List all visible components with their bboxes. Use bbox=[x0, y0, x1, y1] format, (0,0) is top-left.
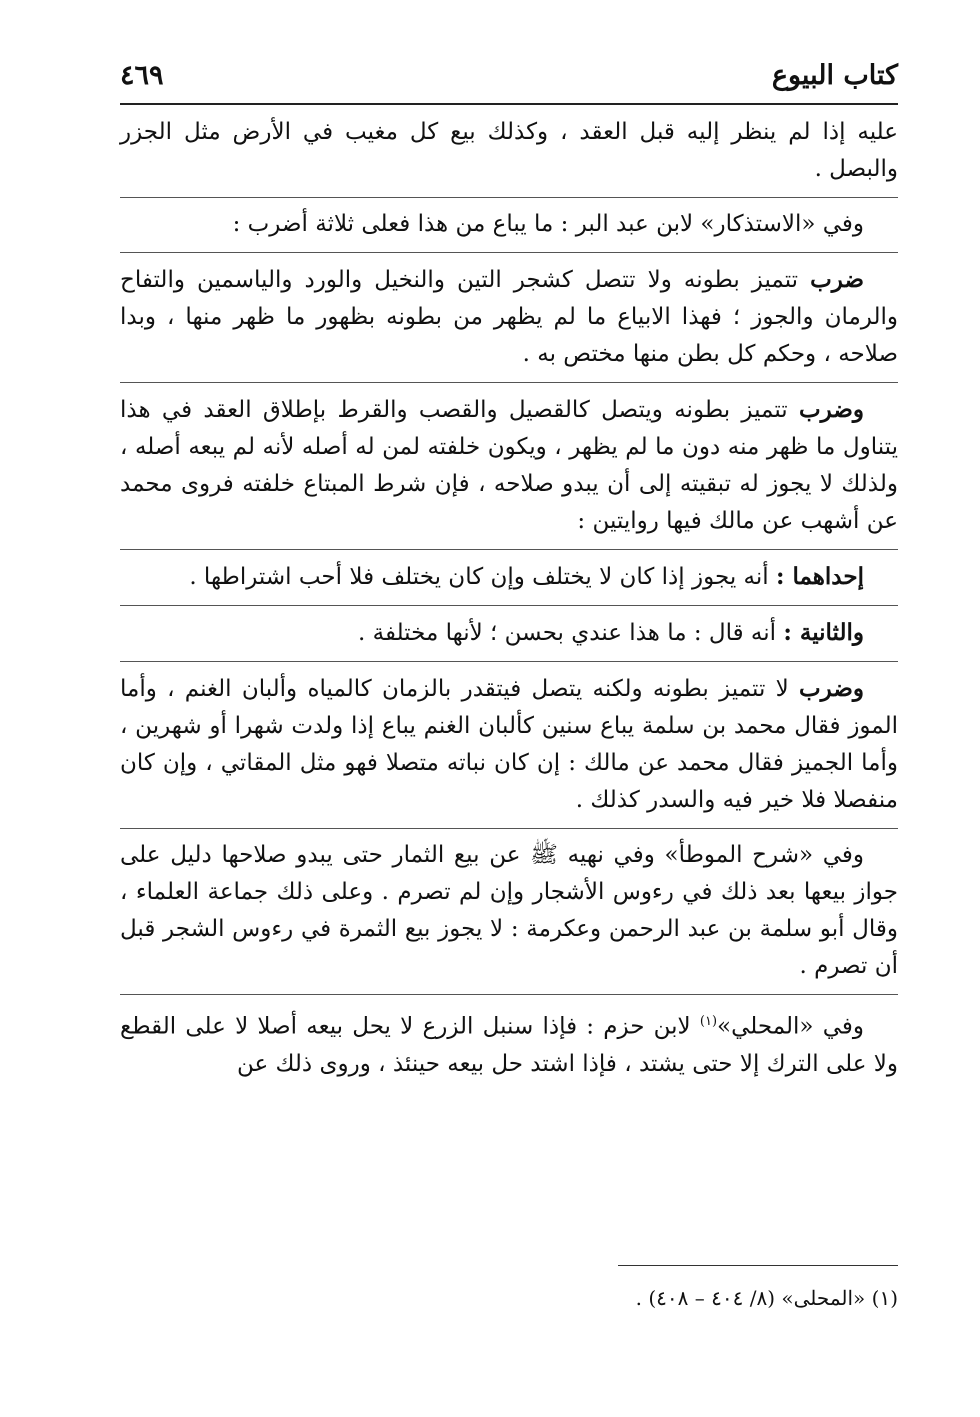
paragraph-lead: ضرب bbox=[810, 266, 864, 293]
header-rule bbox=[120, 103, 898, 105]
paragraph: وضرب لا تتميز بطونه ولكنه يتصل فيتقدر بالزمان كالمياه وألبان الغنم ، وأما الموز فقال محمد بن سلمة يباع سنين كألبان الغنم يباع إذا ولدت شهرا أو شهرين ، وأما الجميز فقال محمد عن مالك : إن كان نباته متصلا فهو مثل المقاتي ، وإن كان منفصلا فلا خير فيه والسدر كذلك . bbox=[120, 661, 898, 819]
page-header bbox=[120, 58, 898, 98]
paragraph-lead: والثانية : bbox=[783, 619, 864, 646]
footnote-rule bbox=[618, 1265, 898, 1266]
chapter-title: كتاب البيوع bbox=[771, 60, 898, 91]
paragraph: عليه إذا لم ينظر إليه قبل العقد ، وكذلك بيع كل مغيب في الأرض مثل الجزر والبصل . bbox=[120, 119, 898, 182]
paragraph: وفي «شرح الموطأ» وفي نهيه ﷺ عن بيع الثمار حتى يبدو صلاحها دليل على جواز بيعها بعد ذلك في رءوس الأشجار وإن لم تصرم . وعلى ذلك جماعة العلماء ، وقال أبو سلمة بن عبد الرحمن وعكرمة : لا يجوز بيع الثمرة في رءوس الشجر قبل أن تصرم . bbox=[120, 828, 898, 985]
page-number: ٤٦٩ bbox=[120, 60, 164, 91]
paragraph: وضرب تتميز بطونه ويتصل كالقصيل والقصب والقرط بإطلاق العقد في هذا يتناول ما ظهر منه دون ما لم يظهر ، ويكون خلفته لمن له أصله لأنه لم يبعه أصله ، ولذلك لا يجوز له تبقيته إلى أن يبدو صلاحه ، فإن شرط المبتاع خلفته فروى محمد عن أشهب عن مالك فيها روايتين : bbox=[120, 382, 898, 540]
footnote: (١) «المحلى» (٨/ ٤٠٤ – ٤٠٨) . bbox=[635, 1286, 898, 1310]
paragraph: وفي «الاستذكار» لابن عبد البر : ما يباع من هذا فعلى ثلاثة أضرب : bbox=[120, 197, 898, 243]
paragraph-lead: وضرب bbox=[799, 396, 864, 423]
paragraph-lead: وضرب bbox=[799, 675, 864, 702]
paragraph: وفي «المحلي»$^{(١)}$ لابن حزم : فإذا سنبل الزرع لا يحل بيعه أصلا لا على القطع ولا على الترك إلا حتى يشتد ، فإذا اشتد حل بيعه حينئذ ، وروى ذلك عن bbox=[120, 994, 898, 1083]
footnote-ref[interactable]: (١) bbox=[699, 1014, 718, 1029]
paragraph: والثانية : أنه قال : ما هذا عندي بحسن ؛ لأنها مختلفة . bbox=[120, 605, 898, 652]
page-body bbox=[120, 114, 898, 1092]
paragraph: ضرب تتميز بطونه ولا تتصل كشجر التين والنخيل والورد والياسمين والتفاح والرمان والجوز ؛ فهذا الابياع ما لم يظهر من بطونه بظهور ما ظهر منها ، وبدا صلاحه ، وحكم كل بطن منها مختص به . bbox=[120, 252, 898, 373]
paragraph-lead: إحداهما : bbox=[775, 563, 864, 590]
paragraph: إحداهما : أنه يجوز إذا كان لا يختلف وإن كان يختلف فلا أحب اشتراطها . bbox=[120, 549, 898, 596]
